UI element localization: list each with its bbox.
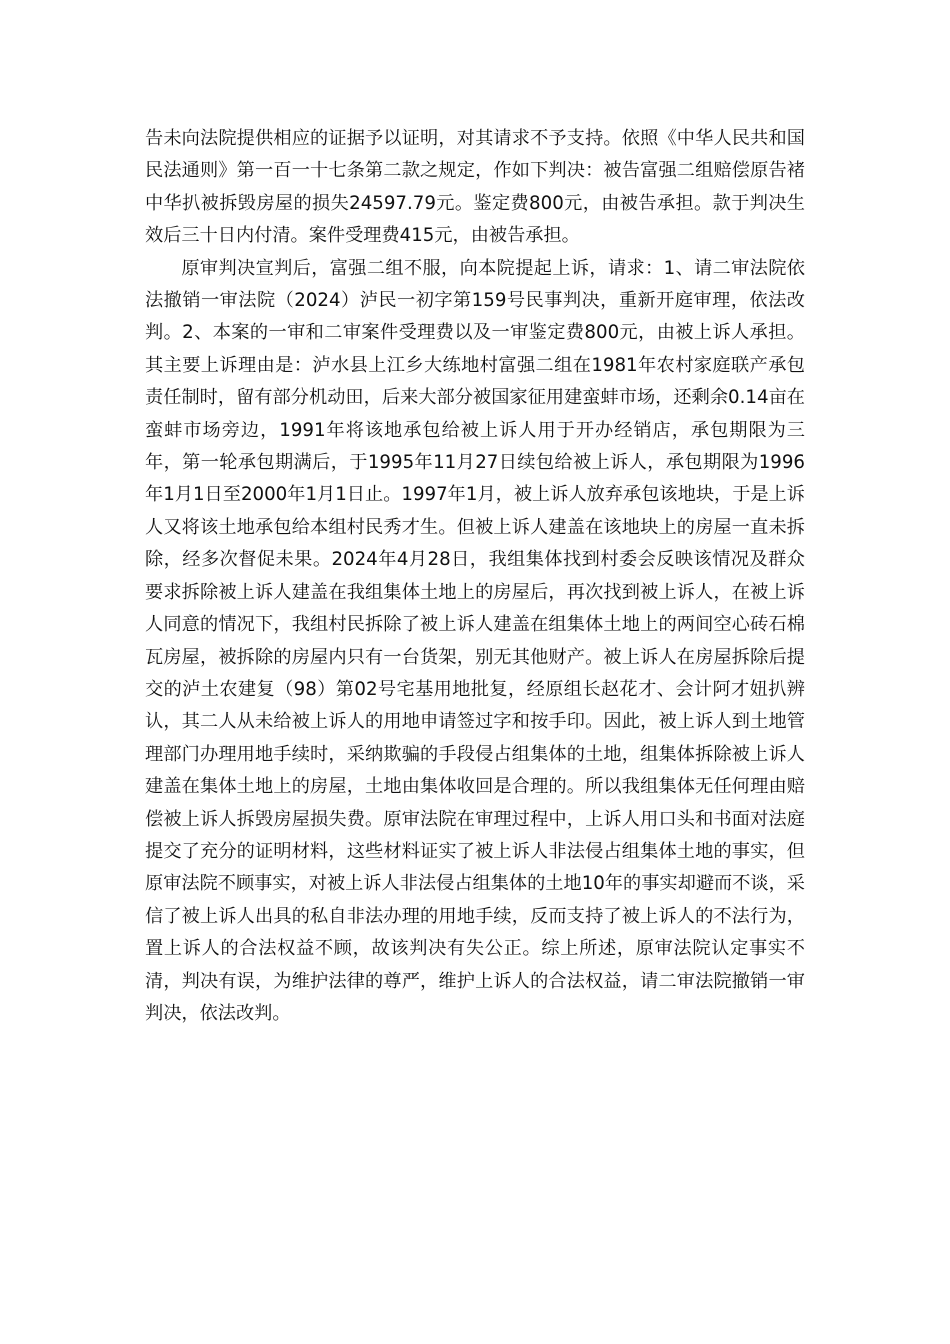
paragraph-judgment-conclusion: 告未向法院提供相应的证据予以证明，对其请求不予支持。依照《中华人民共和国民法通则》第一百一十七条第二款之规定，作如下判决：被告富强二组赔偿原告褚中华扒被拆毁房屋的损失24597.79元。鉴定费800元，由被告承担。款于判决生效后三十日内付清。案件受理费415元，由被告承担。 xyxy=(145,128,805,247)
paragraph-appeal-grounds: 原审判决宣判后，富强二组不服，向本院提起上诉，请求：1、请二审法院依法撤销一审法院（2024）泸民一初字第159号民事判决，重新开庭审理，依法改判。2、本案的一审和二审案件受理费以及一审鉴定费800元，由被上诉人承担。其主要上诉理由是：泸水县上江乡大练地村富强二组在1981年农村家庭联产承包责任制时，留有部分机动田，后来大部分被国家征用建蛮蚌市场，还剩余0.14亩在蛮蚌市场旁边，1991年将该地承包给被上诉人用于开办经销店，承包期限为三年，第一轮承包期满后，于1995年11月27日续包给被上诉人，承包期限为1996年1月1日至2000年1月1日止。1997年1月，被上诉人放弃承包该地块，于是上诉人又将该土地承包给本组村民秀才生。但被上诉人建盖在该地块上的房屋一直未拆除，经多次督促未果。2024年4月28日，我组集体找到村委会反映该情况及群众要求拆除被上诉人建盖在我组集体土地上的房屋后，再次找到被上诉人，在被上诉人同意的情况下，我组村民拆除了被上诉人建盖在组集体土地上的两间空心砖石棉瓦房屋，被拆除的房屋内只有一台货架，别无其他财产。被上诉人在房屋拆除后提交的泸土农建复（98）第02号宅基用地批复，经原组长赵花才、会计阿才妞扒辨认，其二人从未给被上诉人的用地申请签过字和按手印。因此，被上诉人到土地管理部门办理用地手续时，采纳欺骗的手段侵占组集体的土地，组集体拆除被上诉人建盖在集体土地上的房屋，土地由集体收回是合理的。所以我组集体无任何理由赔偿被上诉人拆毁房屋损失费。原审法院在审理过程中，上诉人用口头和书面对法庭提交了充分的证明材料，这些材料证实了被上诉人非法侵占组集体土地的事实，但原审法院不顾事实，对被上诉人非法侵占组集体的土地10年的事实却避而不谈，采信了被上诉人出具的私自非法办理的用地手续，反而支持了被上诉人的不法行为，置上诉人的合法权益不顾，故该判决有失公正。综上所述，原审法院认定事实不清，判决有误，为维护法律的尊严，维护上诉人的合法权益，请二审法院撤销一审判决，依法改判。 xyxy=(145,257,805,1024)
document-body xyxy=(145,123,805,1030)
